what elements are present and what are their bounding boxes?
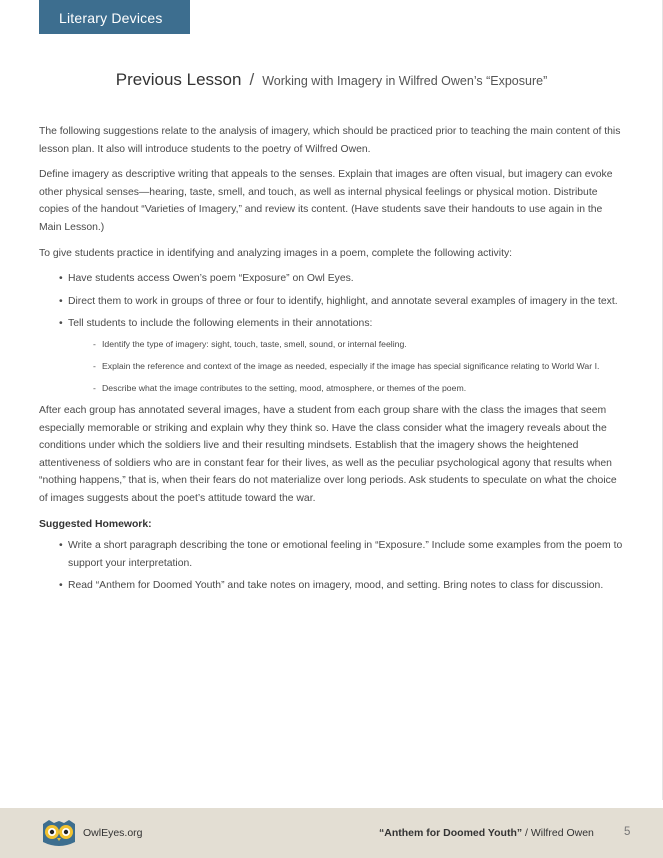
homework-heading: Suggested Homework: [39, 518, 152, 530]
intro-paragraph: The following suggestions relate to the analysis of imagery, which should be practiced prior to teaching the main content of this lesson plan. It also will introduce students to the poetry of Wilfred Owen. [39, 126, 621, 155]
sub-list-item [93, 358, 623, 374]
bullet-glyph: • [59, 273, 63, 285]
sub-list-item [93, 336, 623, 352]
list-item-text: Direct them to work in groups of three or four to identify, highlight, and annotate several examples of imagery in the text. [68, 295, 618, 307]
dash-glyph: - [93, 382, 96, 393]
annotation-elements-list [68, 336, 623, 396]
section-tab: Literary Devices [39, 0, 190, 34]
dash-glyph: - [93, 360, 96, 371]
list-item [59, 293, 623, 311]
footer-book-title: “Anthem for Doomed Youth” [379, 827, 523, 839]
page-number: 5 [624, 826, 631, 838]
heading-separator: / [249, 70, 255, 89]
page-footer [0, 808, 663, 858]
footer-title [379, 827, 594, 839]
lesson-content [39, 123, 623, 600]
list-item [59, 270, 623, 288]
imagery-definition-paragraph: Define imagery as descriptive writing that appeals to the senses. Explain that images are often visual, but imagery can evoke other physical senses—hearing, taste, smell, and touch, as well as internal physical feelings or physical motion. Distribute copies of the handout “Varieties of Imagery,” and review its content. (Have students save their handouts to use again in the Main Lesson.) [39, 169, 613, 233]
list-item [59, 315, 623, 396]
lesson-heading [0, 70, 663, 90]
list-item-text: Write a short paragraph describing the tone or emotional feeling in “Exposure.” Include some examples from the poem to support your interpretation. [68, 540, 623, 569]
list-item-text: Read “Anthem for Doomed Youth” and take notes on imagery, mood, and setting. Bring notes to class for discussion. [68, 580, 604, 592]
bullet-glyph: • [59, 580, 63, 592]
bullet-glyph: • [59, 318, 63, 330]
sub-list-item-text: Describe what the image contributes to the setting, mood, atmosphere, or themes of the poem. [102, 382, 467, 393]
list-item [59, 537, 623, 572]
list-item-text: Tell students to include the following elements in their annotations: [68, 318, 373, 330]
dash-glyph: - [93, 338, 96, 349]
bullet-glyph: • [59, 540, 63, 552]
brand-link[interactable]: OwlEyes.org [83, 827, 143, 839]
owl-icon [40, 818, 78, 848]
heading-main: Previous Lesson [115, 70, 242, 89]
list-item-text: Have students access Owen’s poem “Exposure” on Owl Eyes. [68, 273, 354, 285]
sub-list-item-text: Identify the type of imagery: sight, touch, taste, smell, sound, or internal feeling. [102, 338, 407, 349]
activity-intro-paragraph: To give students practice in identifying and analyzing images in a poem, complete the following activity: [39, 247, 513, 259]
sub-list-item [93, 380, 623, 396]
bullet-glyph: • [59, 295, 63, 307]
heading-subtitle: Working with Imagery in Wilfred Owen’s “Exposure” [262, 74, 548, 88]
sub-list-item-text: Explain the reference and context of the image as needed, especially if the image has special significance relating to World War I. [102, 360, 600, 371]
activity-list [39, 270, 623, 396]
footer-author: / Wilfred Owen [522, 827, 594, 839]
discussion-paragraph: After each group has annotated several images, have a student from each group share with the class the images that seem especially memorable or striking and explain why they think so. Have the class consider what the imagery reveals about the conditions under which the soldiers live and their resulting mindsets. Establish that the imagery shows the heightened attentiveness of soldiers who are in constant fear for their lives, as well as the peculiar psychological agony that results when “nothing happens,” that is, when their fears do not materialize over long periods. Ask students to speculate on what the choice of images suggests about the poet’s attitude toward the war. [39, 404, 617, 504]
homework-list [39, 537, 623, 595]
list-item [59, 577, 623, 595]
